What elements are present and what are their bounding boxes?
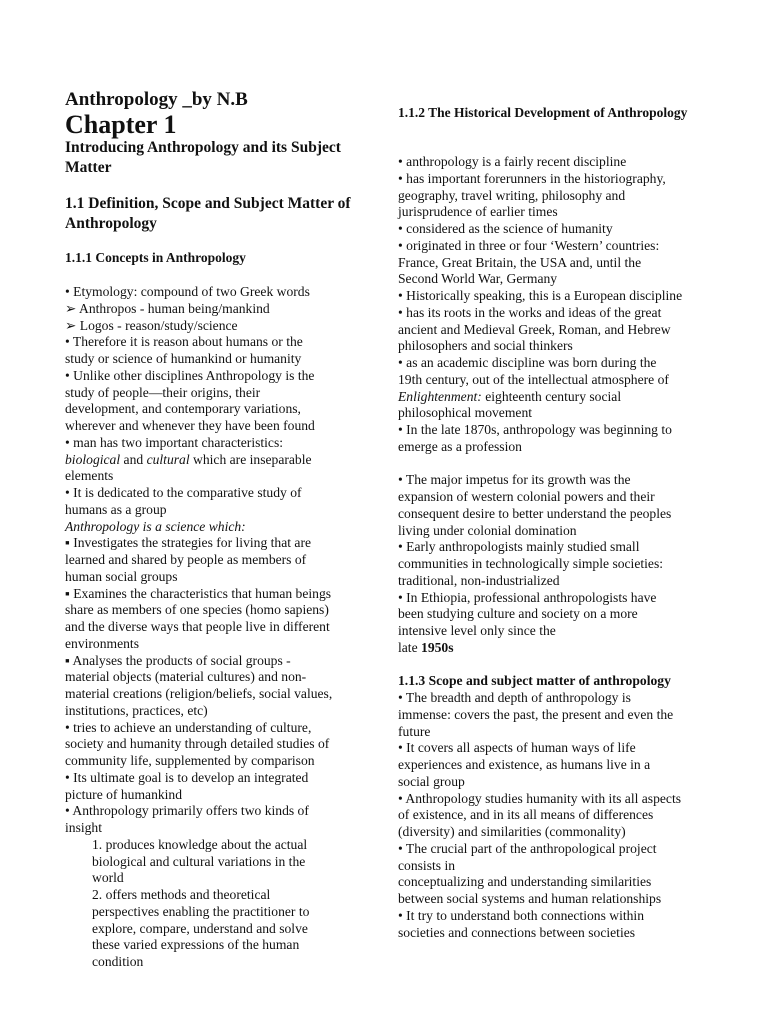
text-line: • Historically speaking, this is a European discipline xyxy=(398,288,683,303)
numbered-line: 2. offers methods and theoretical xyxy=(92,887,271,902)
section-heading: 1.1 Definition, Scope and Subject Matter of Anthropology xyxy=(65,195,351,232)
text-line: immense: covers the past, the present and even the xyxy=(398,706,674,722)
text-line: development, and contemporary variations, xyxy=(65,401,301,417)
text-line: philosophical movement xyxy=(398,405,533,421)
text-line: environments xyxy=(65,635,139,651)
text-line: society and humanity through detailed studies of xyxy=(65,736,330,752)
subsection-heading: 1.1.1 Concepts in Anthropology xyxy=(65,250,246,265)
italic-term: biological xyxy=(65,451,121,467)
text-line: humans as a group xyxy=(65,501,167,517)
text-line: 19th century, out of the intellectual atmosphere of xyxy=(398,371,669,387)
text-line: • as an academic discipline was born during the xyxy=(398,355,657,370)
text-fragment: which are inseparable xyxy=(189,451,312,467)
italic-term: cultural xyxy=(146,451,190,467)
text-line: traditional, non-industrialized xyxy=(398,572,560,588)
text-line: experiences and existence, as humans live in a xyxy=(398,757,651,772)
chapter-subtitle: Introducing Anthropology and its Subject Matter xyxy=(65,139,341,176)
bold-term: 1950s xyxy=(421,639,454,655)
text-line: societies and connections between societies xyxy=(398,924,636,940)
text-line: human social groups xyxy=(65,568,178,584)
document-title: Anthropology _by N.B xyxy=(65,89,248,110)
text-line: • originated in three or four ‘Western’ countries: xyxy=(398,237,660,253)
text-line: philosophers and social thinkers xyxy=(398,338,573,354)
text-line: and the diverse ways that people live in different xyxy=(65,619,330,634)
text-line: conceptualizing and understanding similarities xyxy=(398,874,652,890)
text-line: ▪ Investigates the strategies for living that are xyxy=(65,535,312,551)
text-line: learned and shared by people as members of xyxy=(65,552,307,567)
text-line: ▪ Analyses the products of social groups - xyxy=(65,652,291,668)
chapter-heading: Chapter 1 xyxy=(65,110,177,139)
text-line: • anthropology is a fairly recent discipline xyxy=(398,154,627,169)
concepts-body xyxy=(65,284,332,971)
text-line: • has its roots in the works and ideas of the great xyxy=(398,304,662,320)
text-line: institutions, practices, etc) xyxy=(65,702,208,718)
text-line: picture of humankind xyxy=(65,786,183,802)
italic-lead-line: Anthropology is a science which: xyxy=(65,518,246,534)
text-line-characteristics xyxy=(65,452,332,469)
numbered-line: explore, compare, understand and solve xyxy=(92,920,308,936)
text-fragment: and xyxy=(120,451,147,467)
blank-line xyxy=(398,456,682,473)
numbered-line: biological and cultural variations in the xyxy=(92,853,306,869)
blank-line xyxy=(398,657,682,674)
text-line: • Early anthropologists mainly studied small xyxy=(398,539,640,555)
text-line: share as members of one species (homo sapiens) xyxy=(65,602,329,618)
numbered-line: condition xyxy=(92,954,144,969)
text-line: • Anthropology primarily offers two kinds of xyxy=(65,803,309,819)
numbered-line: 1. produces knowledge about the actual xyxy=(92,836,308,852)
text-line: • considered as the science of humanity xyxy=(398,221,613,236)
text-line: ancient and Medieval Greek, Roman, and Hebrew xyxy=(398,321,671,337)
text-line: future xyxy=(398,723,431,739)
text-line: • It covers all aspects of human ways of life xyxy=(398,740,636,756)
text-line: insight xyxy=(65,820,103,835)
text-fragment: eighteenth century social xyxy=(481,388,622,404)
text-line: • The breadth and depth of anthropology is xyxy=(398,690,631,705)
text-line: • In the late 1870s, anthropology was beginning to xyxy=(398,422,672,437)
text-line: study or science of humankind or humanity xyxy=(65,351,302,366)
text-line: study of people—their origins, their xyxy=(65,384,261,400)
text-line: intensive level only since the xyxy=(398,623,556,638)
text-line: • The major impetus for its growth was the xyxy=(398,472,631,488)
text-line: emerge as a profession xyxy=(398,438,522,454)
text-line: consists in xyxy=(398,857,456,873)
text-line: material creations (religion/beliefs, social values, xyxy=(65,686,333,701)
text-line: geography, travel writing, philosophy and xyxy=(398,187,626,203)
text-line: • man has two important characteristics: xyxy=(65,434,284,450)
text-line: expansion of western colonial powers and their xyxy=(398,489,655,504)
text-line: jurisprudence of earlier times xyxy=(398,204,558,220)
historical-body xyxy=(398,154,682,941)
text-line: (diversity) and similarities (commonality) xyxy=(398,824,626,839)
text-line: France, Great Britain, the USA and, until the xyxy=(398,254,642,270)
text-line: community life, supplemented by comparison xyxy=(65,753,315,768)
text-line: between social systems and human relationships xyxy=(398,891,662,906)
text-line: of existence, and in its all means of differences xyxy=(398,807,654,823)
text-line: • It try to understand both connections within xyxy=(398,907,645,923)
text-fragment: late xyxy=(398,639,422,655)
text-line-late-1950s xyxy=(398,640,682,657)
text-line: • It is dedicated to the comparative study of xyxy=(65,485,302,500)
text-line-enlightenment xyxy=(398,389,682,406)
italic-term: Enlightenment: xyxy=(398,388,482,404)
text-line: • Anthropology studies humanity with its all aspects xyxy=(398,790,682,806)
text-line: • Therefore it is reason about humans or the xyxy=(65,334,303,350)
text-line: • Etymology: compound of two Greek words xyxy=(65,284,310,299)
text-line: communities in technologically simple societies: xyxy=(398,556,664,571)
scope-subheading: 1.1.3 Scope and subject matter of anthropology xyxy=(398,673,671,689)
numbered-line: these varied expressions of the human xyxy=(92,937,300,953)
text-line: • Unlike other disciplines Anthropology is the xyxy=(65,367,315,383)
text-line: • The crucial part of the anthropological project xyxy=(398,840,657,856)
text-line: • tries to achieve an understanding of culture, xyxy=(65,719,312,735)
numbered-line: perspectives enabling the practitioner to xyxy=(92,903,310,919)
text-line: • Its ultimate goal is to develop an integrated xyxy=(65,769,309,785)
text-line: social group xyxy=(398,773,465,789)
text-line: wherever and whenever they have been found xyxy=(65,418,315,433)
historical-development-heading: 1.1.2 The Historical Development of Anthropology xyxy=(398,105,688,120)
text-line: been studying culture and society on a more xyxy=(398,606,638,622)
text-line: Second World War, Germany xyxy=(398,271,558,287)
text-line: consequent desire to better understand the peoples xyxy=(398,505,672,521)
text-line: living under colonial domination xyxy=(398,522,577,538)
text-line: ➢ Anthropos - human being/mankind xyxy=(65,300,270,316)
text-line: ▪ Examines the characteristics that human beings xyxy=(65,585,332,601)
text-line: ➢ Logos - reason/study/science xyxy=(65,317,238,333)
text-line: elements xyxy=(65,468,114,484)
text-line: material objects (material cultures) and non- xyxy=(65,669,307,685)
text-line: • In Ethiopia, professional anthropologists have xyxy=(398,589,657,605)
numbered-line: world xyxy=(92,870,124,886)
text-line: • has important forerunners in the historiography, xyxy=(398,170,666,186)
